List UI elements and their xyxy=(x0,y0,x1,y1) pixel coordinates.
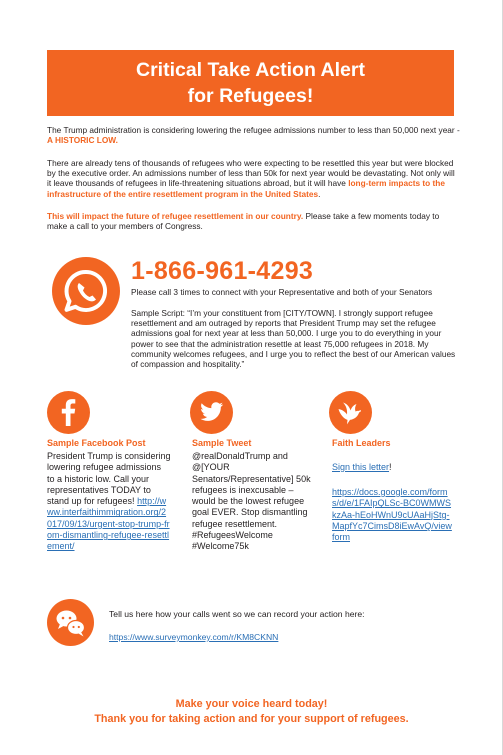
twitter-icon xyxy=(190,391,233,434)
impact-end: . xyxy=(318,188,321,199)
facebook-post-link[interactable]: http://www.interfaithimmigration.org/2017/09/13/urgent-stop-trump-from-dismantling-refugee-resettlement/ xyxy=(47,496,170,552)
title-banner xyxy=(47,50,454,116)
banner-title-line1: Critical Take Action Alert xyxy=(135,59,365,81)
sign-letter-line xyxy=(332,462,454,473)
footer-line2: Thank you for taking action and for your support of refugees. xyxy=(94,713,409,725)
sign-letter-link[interactable]: Sign this letter xyxy=(332,462,390,472)
facebook-post xyxy=(47,451,171,553)
sign-letter-exclaim: ! xyxy=(389,462,392,472)
intro-paragraph xyxy=(47,125,461,145)
chat-icon xyxy=(47,599,94,646)
survey-link[interactable]: https://www.surveymonkey.com/r/KM8CKNN xyxy=(109,632,279,642)
phone-number[interactable]: 1-866-961-4293 xyxy=(131,257,314,285)
call-instructions: Please call 3 times to connect with your Representative and both of your Senators xyxy=(131,287,433,297)
dove-icon xyxy=(329,391,372,434)
sample-script: Sample Script: “I’m your constituent from [CITY/TOWN]. I strongly support refugee resettlement and am outraged by reports that President Trump may set the refugee admissions goal for next year at less than 50,000. I urge you to do everything in your power to see that the administration resettle at least 75,000 refugees in 2018. My community welcomes refugees, and I urge you to reflect the best of our American values of compassion and hospitality.” xyxy=(131,308,456,370)
footer-line1: Make your voice heard today! xyxy=(175,698,328,710)
faith-form-paragraph xyxy=(332,487,454,543)
tweet-title: Sample Tweet xyxy=(192,438,252,448)
impact-highlight: long-term impacts to the infrastructure of the entire resettlement program in the United States xyxy=(47,178,445,199)
future-paragraph xyxy=(47,211,461,231)
faith-title: Faith Leaders xyxy=(332,438,391,448)
survey-prompt: Tell us here how your calls went so we can record your action here: xyxy=(109,609,365,619)
impact-text: There are already tens of thousands of refugees who were expecting to be resettled this year but were blocked by the executive order. An admissions number of less than 50k for next year would be devastating. Not only will it leave thousands of refugees in life-threatening situations abroad, but it will have xyxy=(47,158,455,189)
facebook-body: President Trump is considering lowering refugee admissions to a historic low. Call your representatives TODAY to stand up for refugees! xyxy=(47,451,171,507)
future-highlight: This will impact the future of refugee resettlement in our country. xyxy=(47,211,304,221)
faith-form-link[interactable]: https://docs.google.com/forms/d/e/1FAIpQLSc-BC0WMWSkzAa-hEoHWnU9cUAaHjStg-MapfYc7CimsD8iEwAvQ/viewform xyxy=(332,487,452,543)
facebook-icon xyxy=(47,391,90,434)
tweet-body: @realDonaldTrump and @[YOUR Senators/Representative] 50k refugees is inexcusable – would be the lowest refugee goal EVER. Stop dismantling refugee resettlement. #RefugeesWelcome #Welcome75k xyxy=(192,451,311,552)
phone-icon xyxy=(52,257,120,325)
future-text: Please take a few moments today to make a call to your members of Congress. xyxy=(47,211,440,232)
impact-paragraph xyxy=(47,158,461,199)
intro-text: The Trump administration is considering lowering the refugee admissions number to less than 50,000 next year - xyxy=(47,125,460,135)
banner-title-line2: for Refugees! xyxy=(187,85,314,107)
facebook-title: Sample Facebook Post xyxy=(47,438,146,448)
intro-highlight: A HISTORIC LOW. xyxy=(47,135,118,146)
